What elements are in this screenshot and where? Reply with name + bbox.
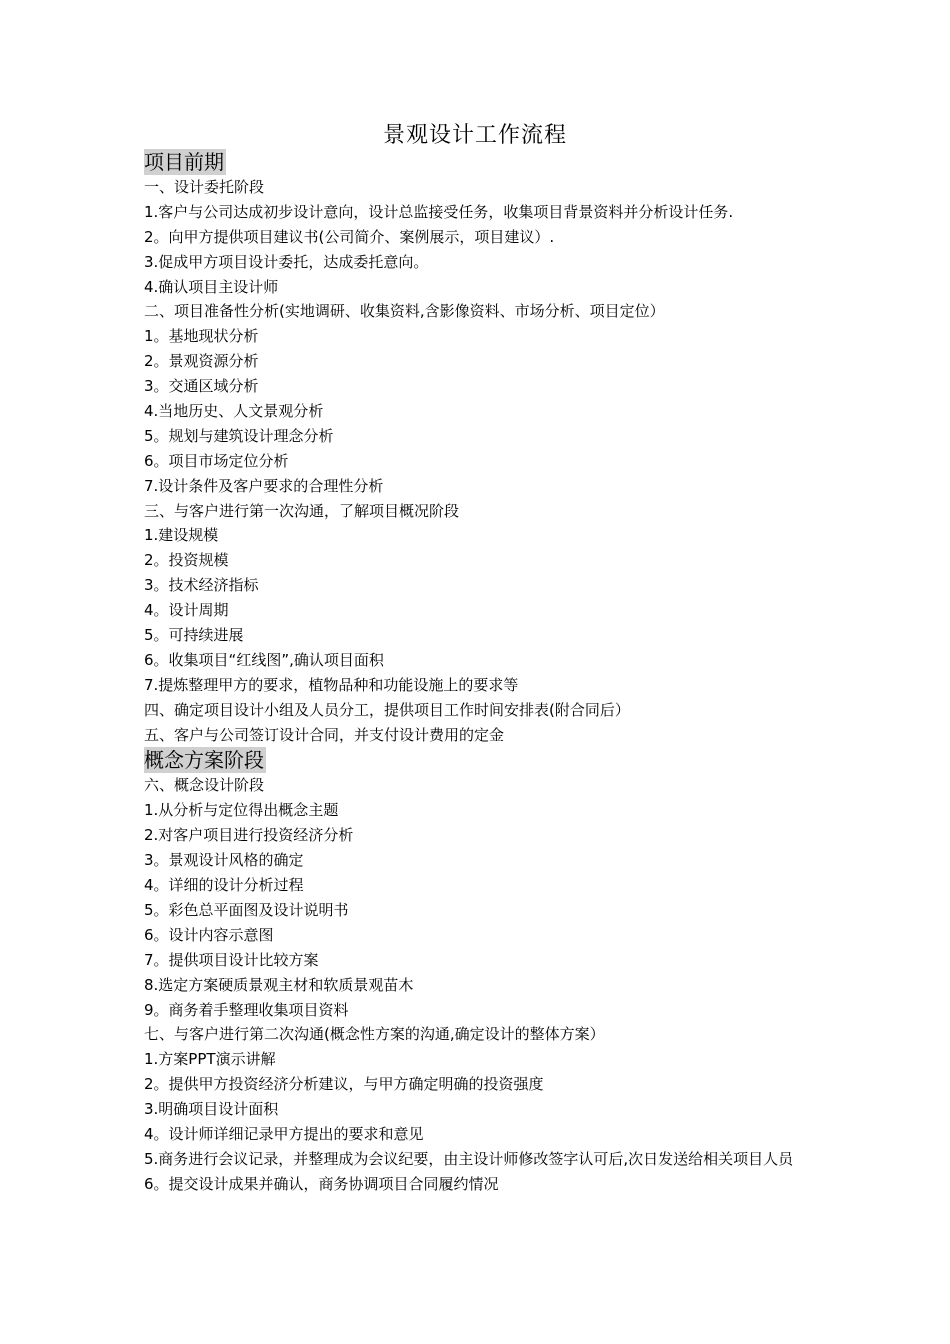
list-item: 4。设计周期 (144, 601, 229, 620)
list-item: 1.建设规模 (144, 526, 219, 545)
list-item: 2。提供甲方投资经济分析建议，与甲方确定明确的投资强度 (144, 1075, 544, 1094)
list-item: 4。设计师详细记录甲方提出的要求和意见 (144, 1124, 424, 1143)
list-item: 三、与客户进行第一次沟通，了解项目概况阶段 (144, 501, 460, 520)
list-item: 7。提供项目设计比较方案 (144, 950, 319, 969)
list-item: 5。规划与建筑设计理念分析 (144, 426, 334, 445)
list-item: 3。交通区域分析 (144, 377, 259, 396)
list-item: 2。投资规模 (144, 551, 229, 570)
list-item: 1.方案PPT演示讲解 (144, 1050, 276, 1069)
list-item: 5。彩色总平面图及设计说明书 (144, 900, 349, 919)
list-item: 3。技术经济指标 (144, 576, 259, 595)
list-item: 6。收集项目“红线图”,确认项目面积 (144, 650, 384, 669)
list-item: 二、项目准备性分析(实地调研、收集资料,含影像资料、市场分析、项目定位） (144, 302, 665, 321)
document-title: 景观设计工作流程 (382, 123, 567, 148)
list-item: 2.对客户项目进行投资经济分析 (144, 826, 354, 845)
list-item: 3。景观设计风格的确定 (144, 851, 304, 870)
document-body (144, 149, 824, 1197)
section-heading: 项目前期 (144, 150, 224, 174)
list-item: 6。设计内容示意图 (144, 925, 274, 944)
list-item: 1。基地现状分析 (144, 327, 259, 346)
list-item: 1.从分析与定位得出概念主题 (144, 801, 339, 820)
list-item: 6。项目市场定位分析 (144, 451, 289, 470)
list-item: 六、概念设计阶段 (144, 776, 265, 795)
list-item: 4。详细的设计分析过程 (144, 876, 304, 895)
list-item: 7.设计条件及客户要求的合理性分析 (144, 476, 384, 495)
section-heading-block (144, 747, 824, 773)
list-item: 9。商务着手整理收集项目资料 (144, 1000, 349, 1019)
section-heading-block (144, 149, 824, 175)
list-item: 7.提炼整理甲方的要求，植物品种和功能设施上的要求等 (144, 675, 519, 694)
list-item: 5。可持续进展 (144, 626, 244, 645)
section-heading: 概念方案阶段 (144, 748, 264, 773)
list-item: 4.确认项目主设计师 (144, 277, 279, 296)
list-item: 七、与客户进行第二次沟通(概念性方案的沟通,确定设计的整体方案） (144, 1025, 605, 1044)
list-item: 1.客户与公司达成初步设计意向，设计总监接受任务，收集项目背景资料并分析设计任务. (144, 202, 734, 221)
list-item: 5.商务进行会议记录，并整理成为会议纪要，由主设计师修改签字认可后,次日发送给相关项目人员 (144, 1149, 794, 1168)
list-item: 4.当地历史、人文景观分析 (144, 402, 324, 421)
list-item: 五、客户与公司签订设计合同，并支付设计费用的定金 (144, 725, 505, 744)
list-item: 8.选定方案硬质景观主材和软质景观苗木 (144, 975, 414, 994)
list-item: 一、设计委托阶段 (144, 178, 265, 196)
list-item: 3.明确项目设计面积 (144, 1100, 279, 1119)
list-item: 2。景观资源分析 (144, 352, 259, 371)
list-item: 2。向甲方提供项目建议书(公司简介、案例展示，项目建议）. (144, 227, 555, 246)
list-item: 3.促成甲方项目设计委托，达成委托意向。 (144, 252, 429, 271)
list-item: 6。提交设计成果并确认，商务协调项目合同履约情况 (144, 1174, 499, 1193)
list-item: 四、确定项目设计小组及人员分工，提供项目工作时间安排表(附合同后） (144, 700, 630, 719)
